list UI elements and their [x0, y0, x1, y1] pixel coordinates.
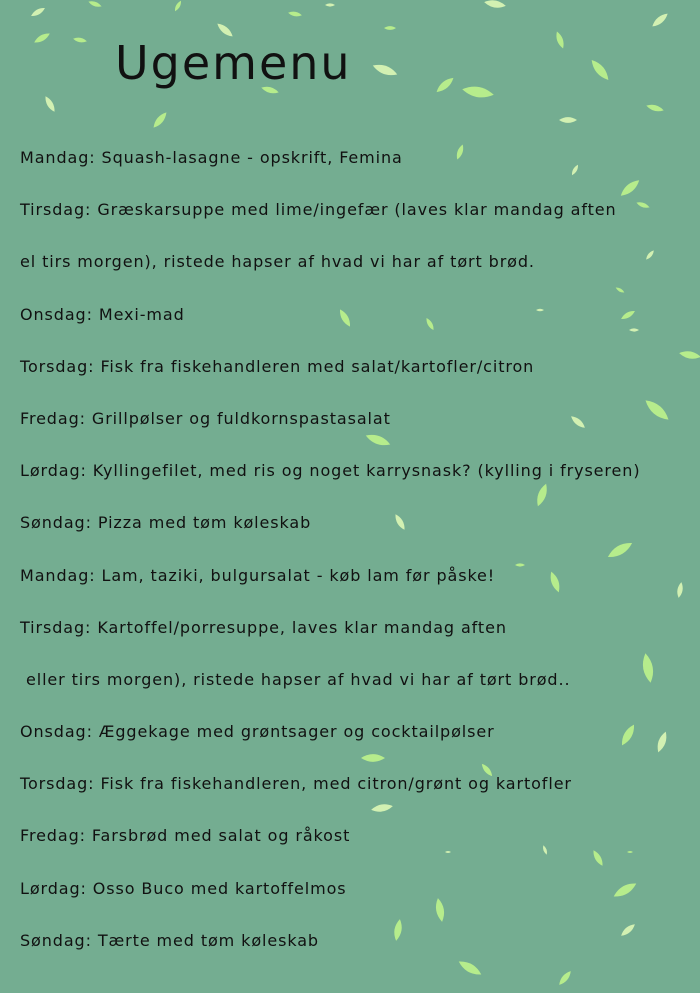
leaf-icon [384, 26, 396, 30]
menu-line: Fredag: Grillpølser og fuldkornspastasalat [20, 408, 391, 428]
leaf-icon [73, 37, 88, 44]
menu-line: Torsdag: Fisk fra fiskehandleren med salat/kartofler/citron [20, 356, 535, 376]
menu-line: Søndag: Tærte med tøm køleskab [20, 930, 319, 950]
leaf-icon [650, 11, 669, 29]
menu-line: el tirs morgen), ristede hapser af hvad vi har af tørt brød. [20, 252, 535, 272]
leaf-icon [371, 62, 398, 79]
leaf-icon [484, 0, 507, 9]
menu-line: Mandag: Lam, taziki, bulgursalat - køb lam før påske! [20, 565, 496, 585]
menu-line: Tirsdag: Kartoffel/porresuppe, laves klar mandag aften [20, 617, 507, 637]
leaf-icon [33, 31, 51, 45]
page-title: Ugemenu [115, 36, 352, 90]
leaf-icon [588, 57, 611, 82]
leaf-icon [559, 117, 577, 123]
menu-line: Torsdag: Fisk fra fiskehandleren, med citron/grønt og kartofler [20, 774, 572, 794]
menu-line: Søndag: Pizza med tøm køleskab [20, 513, 312, 533]
leaf-icon [288, 11, 303, 18]
menu-line: eller tirs morgen), ristede hapser af hvad vi har af tørt brød.. [20, 669, 571, 689]
menu-line: Lørdag: Osso Buco med kartoffelmos [20, 878, 347, 898]
leaf-icon [461, 84, 494, 100]
leaf-icon [325, 3, 335, 6]
menu-line: Fredag: Farsbrød med salat og råkost [20, 826, 351, 846]
menu-line: Tirsdag: Græskarsuppe med lime/ingefær (laves klar mandag aften [20, 200, 617, 220]
leaf-icon [554, 31, 566, 50]
leaf-icon [43, 95, 57, 113]
menu-line: Onsdag: Æggekage med grøntsager og cocktailpølser [20, 722, 495, 742]
menu-line: Onsdag: Mexi-mad [20, 304, 185, 324]
menu-line: Mandag: Squash-lasagne - opskrift, Femina [20, 148, 403, 167]
leaf-icon [151, 110, 169, 129]
leaf-icon [646, 103, 665, 113]
leaf-icon [173, 0, 182, 12]
week-menu-list [20, 146, 695, 981]
leaf-icon [88, 0, 103, 8]
leaf-icon [434, 75, 455, 95]
leaf-icon [30, 6, 46, 18]
menu-line: Lørdag: Kyllingefilet, med ris og noget karrysnask? (kylling i fryseren) [20, 461, 641, 481]
